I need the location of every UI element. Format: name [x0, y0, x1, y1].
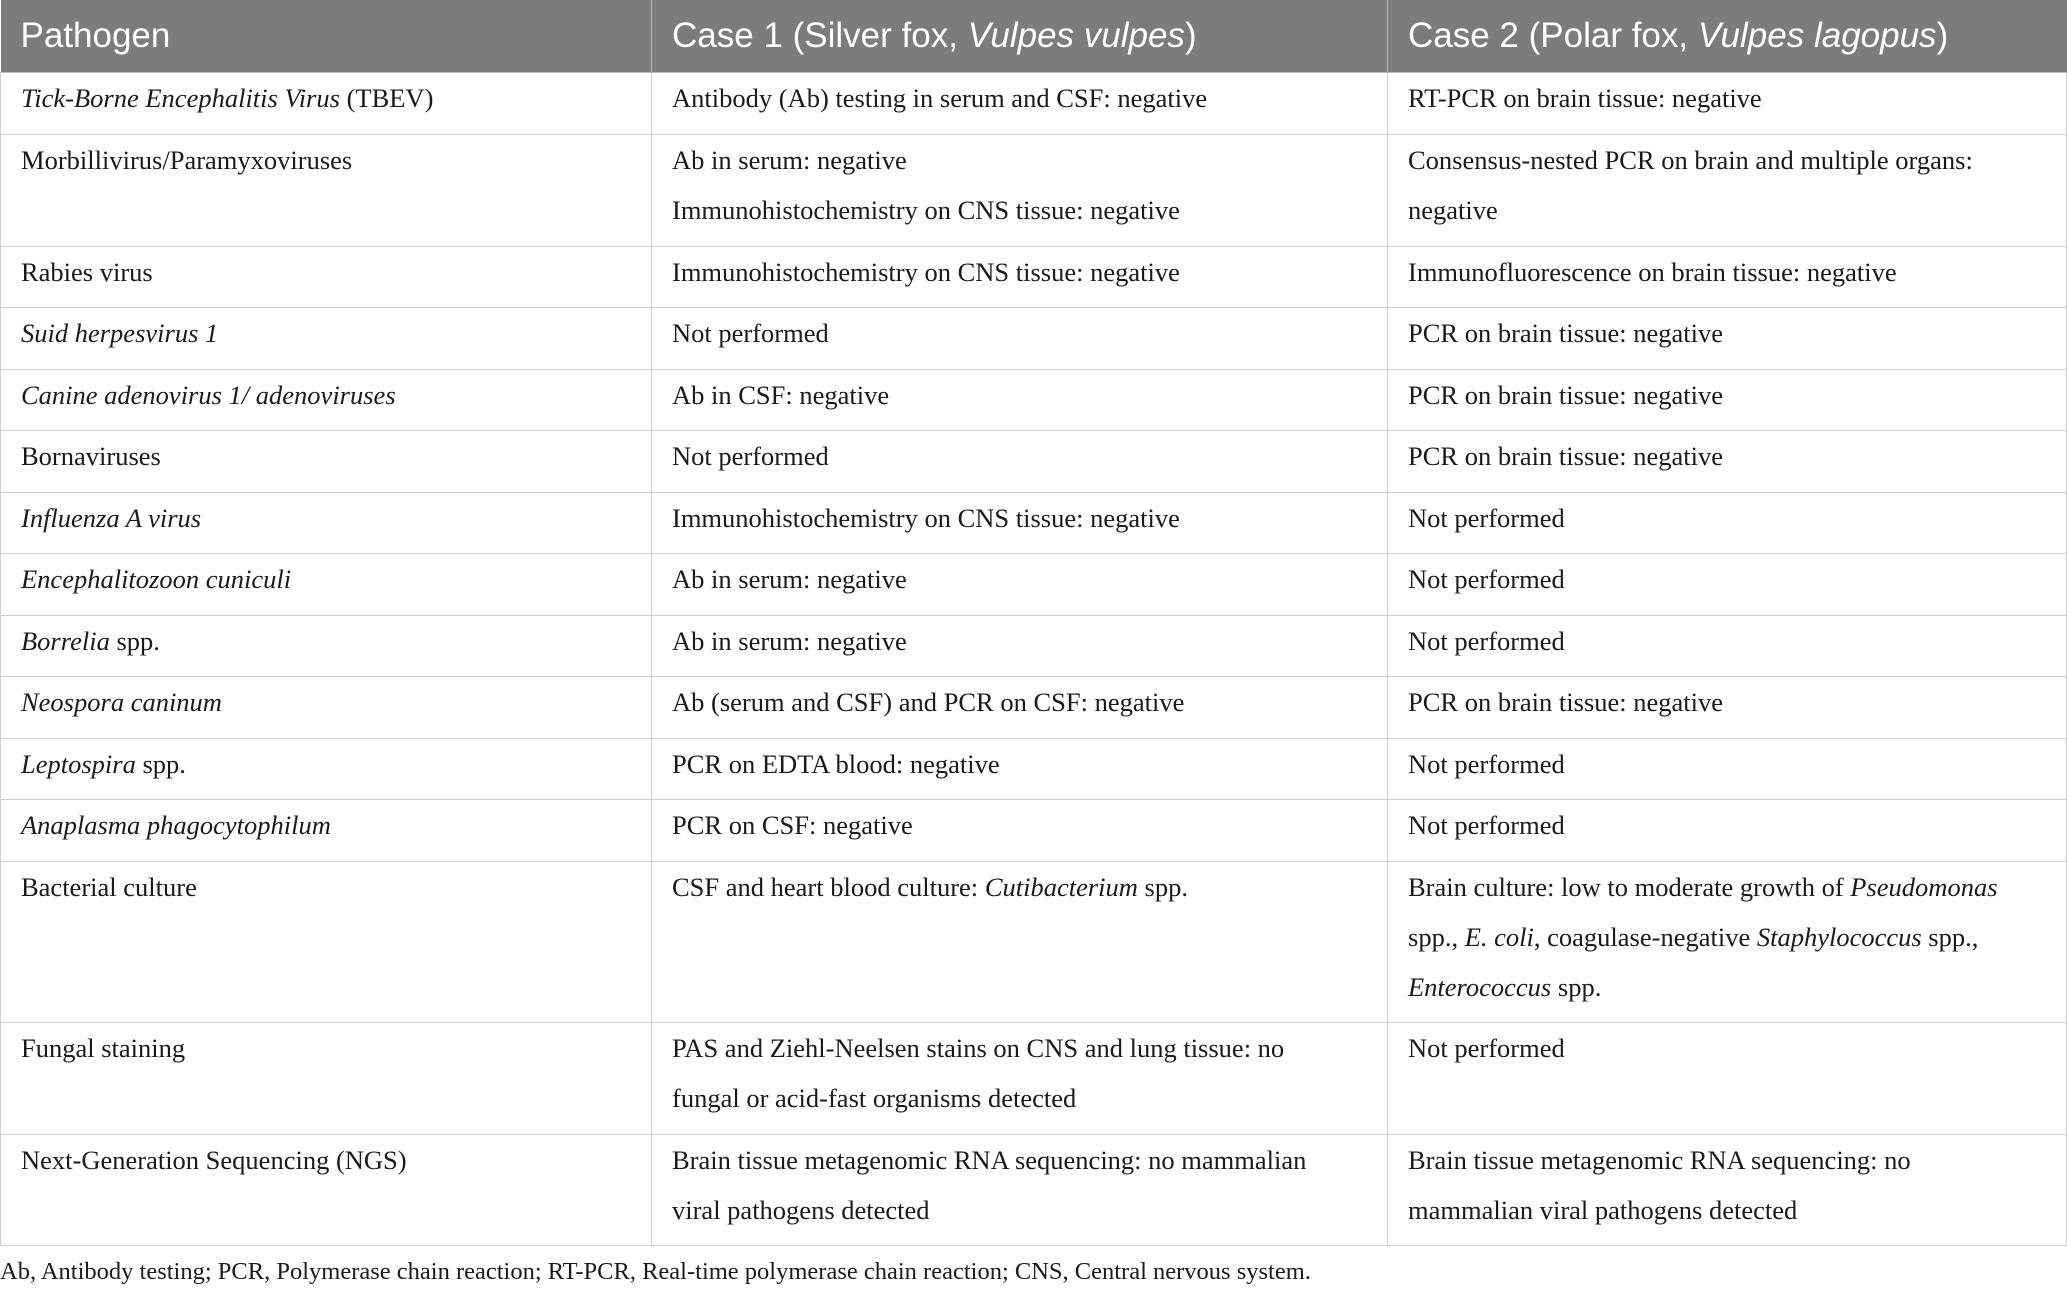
cell-text-line: Antibody (Ab) testing in serum and CSF: negative — [672, 83, 1208, 113]
cell-text-line: Morbillivirus/Paramyxoviruses — [21, 145, 353, 175]
cell-case-2 — [1388, 1135, 2067, 1246]
table-body — [1, 73, 2067, 1246]
cell-pathogen — [1, 493, 652, 554]
table-row — [1, 370, 2067, 431]
cell-case-1 — [652, 739, 1388, 800]
cell-case-2 — [1388, 677, 2067, 739]
cell-text-line: PCR on brain tissue: negative — [1408, 380, 1724, 410]
cell-text-line: Not performed — [672, 441, 829, 471]
table-row — [1, 135, 2067, 247]
cell-text-line: Tick-Borne Encephalitis Virus (TBEV) — [21, 83, 434, 113]
cell-text-line: Ab in CSF: negative — [672, 380, 890, 410]
header-case-1: Case 1 (Silver fox, Vulpes vulpes) — [652, 0, 1388, 73]
cell-text-line: Rabies virus — [21, 257, 153, 287]
cell-pathogen — [1, 370, 652, 431]
cell-text-line: Not performed — [1408, 503, 1565, 533]
table-row — [1, 862, 2067, 1023]
cell-text-line: PAS and Ziehl-Neelsen stains on CNS and lung tissue: no — [672, 1033, 1285, 1063]
cell-case-1 — [652, 616, 1388, 677]
cell-text-line: CSF and heart blood culture: Cutibacterium spp. — [672, 872, 1188, 902]
cell-pathogen — [1, 431, 652, 493]
cell-text-line: Immunohistochemistry on CNS tissue: negative — [672, 195, 1180, 225]
cell-case-1 — [652, 431, 1388, 493]
cell-case-1 — [652, 677, 1388, 739]
cell-case-1 — [652, 862, 1388, 1023]
cell-text-line: PCR on brain tissue: negative — [1408, 441, 1724, 471]
cell-text-line: Bacterial culture — [21, 872, 197, 902]
table-row — [1, 554, 2067, 616]
cell-case-1 — [652, 247, 1388, 308]
cell-case-2 — [1388, 247, 2067, 308]
header-row — [1, 0, 2067, 73]
cell-text-line: Enterococcus spp. — [1408, 972, 1602, 1002]
cell-pathogen — [1, 616, 652, 677]
cell-pathogen — [1, 862, 652, 1023]
cell-text-line: mammalian viral pathogens detected — [1408, 1195, 1798, 1225]
cell-pathogen — [1, 554, 652, 616]
cell-text-line: viral pathogens detected — [672, 1195, 930, 1225]
cell-pathogen — [1, 1023, 652, 1135]
cell-text-line: Not performed — [1408, 749, 1565, 779]
cell-text-line: Immunohistochemistry on CNS tissue: negative — [672, 503, 1180, 533]
cell-text-line: Consensus-nested PCR on brain and multiple organs: — [1408, 145, 1973, 175]
cell-case-2 — [1388, 308, 2067, 370]
cell-pathogen — [1, 308, 652, 370]
cell-case-1 — [652, 308, 1388, 370]
header-pathogen: Pathogen — [1, 0, 652, 73]
cell-case-1 — [652, 1135, 1388, 1246]
cell-case-2 — [1388, 616, 2067, 677]
table-row — [1, 247, 2067, 308]
cell-case-2 — [1388, 431, 2067, 493]
cell-pathogen — [1, 73, 652, 135]
cell-text-line: RT-PCR on brain tissue: negative — [1408, 83, 1762, 113]
cell-text-line: Ab in serum: negative — [672, 626, 907, 656]
cell-text-line: Brain tissue metagenomic RNA sequencing: no — [1408, 1145, 1911, 1175]
cell-text-line: Leptospira spp. — [21, 749, 186, 779]
cell-text-line: Bornaviruses — [21, 441, 161, 471]
cell-text-line: Next-Generation Sequencing (NGS) — [21, 1145, 407, 1175]
cell-text-line: Suid herpesvirus 1 — [21, 318, 219, 348]
table-row — [1, 1023, 2067, 1135]
cell-text-line: Anaplasma phagocytophilum — [21, 810, 331, 840]
table-row — [1, 1135, 2067, 1246]
cell-text-line: Not performed — [1408, 1033, 1565, 1063]
cell-text-line: Immunofluorescence on brain tissue: negative — [1408, 257, 1897, 287]
cell-pathogen — [1, 800, 652, 862]
cell-text-line: spp., E. coli, coagulase-negative Staphylococcus spp., — [1408, 922, 1979, 952]
cell-case-2 — [1388, 862, 2067, 1023]
table-footnote: Ab, Antibody testing; PCR, Polymerase chain reaction; RT-PCR, Real-time polymerase chain reaction; CNS, Central nervous system. — [0, 1258, 1311, 1285]
cell-case-2 — [1388, 370, 2067, 431]
table-row — [1, 616, 2067, 677]
cell-text-line: PCR on EDTA blood: negative — [672, 749, 1000, 779]
header-case-2: Case 2 (Polar fox, Vulpes lagopus) — [1388, 0, 2067, 73]
cell-text-line: PCR on brain tissue: negative — [1408, 687, 1724, 717]
table-row — [1, 73, 2067, 135]
cell-case-1 — [652, 800, 1388, 862]
cell-text-line: PCR on CSF: negative — [672, 810, 913, 840]
cell-text-line: Not performed — [1408, 810, 1565, 840]
cell-pathogen — [1, 135, 652, 247]
cell-case-2 — [1388, 739, 2067, 800]
cell-text-line: Encephalitozoon cuniculi — [21, 564, 292, 594]
cell-text-line: Ab (serum and CSF) and PCR on CSF: negative — [672, 687, 1185, 717]
table-row — [1, 308, 2067, 370]
cell-text-line: Fungal staining — [21, 1033, 186, 1063]
cell-text-line: Ab in serum: negative — [672, 564, 907, 594]
cell-case-1 — [652, 73, 1388, 135]
cell-text-line: negative — [1408, 195, 1498, 225]
cell-case-2 — [1388, 800, 2067, 862]
table-row — [1, 431, 2067, 493]
cell-case-1 — [652, 1023, 1388, 1135]
cell-case-2 — [1388, 493, 2067, 554]
table-row — [1, 493, 2067, 554]
cell-pathogen — [1, 739, 652, 800]
cell-case-1 — [652, 135, 1388, 247]
cell-case-2 — [1388, 554, 2067, 616]
table-row — [1, 677, 2067, 739]
table-row — [1, 800, 2067, 862]
cell-case-1 — [652, 554, 1388, 616]
cell-text-line: Canine adenovirus 1/ adenoviruses — [21, 380, 396, 410]
cell-text-line: Borrelia spp. — [21, 626, 160, 656]
cell-pathogen — [1, 1135, 652, 1246]
cell-text-line: Influenza A virus — [21, 503, 202, 533]
cell-text-line: Immunohistochemistry on CNS tissue: negative — [672, 257, 1180, 287]
table-header — [1, 0, 2067, 73]
cell-text-line: Ab in serum: negative — [672, 145, 907, 175]
cell-pathogen — [1, 677, 652, 739]
cell-pathogen — [1, 247, 652, 308]
cell-text-line: Neospora caninum — [21, 687, 222, 717]
cell-text-line: PCR on brain tissue: negative — [1408, 318, 1724, 348]
cell-text-line: Not performed — [1408, 626, 1565, 656]
cell-text-line: fungal or acid-fast organisms detected — [672, 1083, 1077, 1113]
cell-text-line: Brain tissue metagenomic RNA sequencing: no mammalian — [672, 1145, 1307, 1175]
cell-case-1 — [652, 370, 1388, 431]
table-row — [1, 739, 2067, 800]
cell-text-line: Brain culture: low to moderate growth of Pseudomonas — [1408, 872, 1998, 902]
cell-case-1 — [652, 493, 1388, 554]
cell-text-line: Not performed — [672, 318, 829, 348]
cell-case-2 — [1388, 73, 2067, 135]
cell-case-2 — [1388, 1023, 2067, 1135]
cell-case-2 — [1388, 135, 2067, 247]
cell-text-line: Not performed — [1408, 564, 1565, 594]
